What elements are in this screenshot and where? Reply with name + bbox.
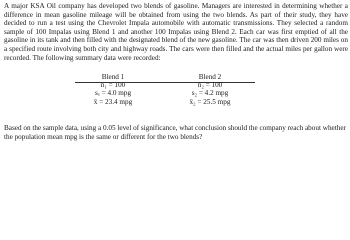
blend1-sample-size: n₁ = 100 — [100, 81, 126, 90]
blend2-column — [176, 73, 244, 106]
problem-intro: A major KSA Oil company has developed two blends of gasoline. Managers are interested in determining whether a difference in mean gasoline mileage will be obtained from using the two blends. As part of their study, they have decided to run a test using the Chevrolet Impala automobile with automatic transmissions. They selected a random sample of 100 Impalas using Blend 1 and another 100 Impalas using Blend 2. Each car was first emptied of all the gasoline in its tank and then filled with the designated blend of the new gasoline. The car was then driven 200 miles on a specified route involving both city and highway roads. The cars were then filled and the actual miles per gallon were recorded. The following summary data were recorded: — [4, 2, 348, 62]
blend2-sample-size: n₂ = 100 — [197, 81, 223, 90]
blend1-column — [79, 73, 147, 106]
blend1-header: Blend 1 — [101, 73, 125, 81]
blend2-std-dev: s₂ = 4.2 mpg — [191, 89, 229, 98]
blend2-mean: x̄₂ = 25.5 mpg — [189, 97, 231, 106]
blend1-mean: x̄ = 23.4 mpg — [93, 97, 133, 106]
problem-question: Based on the sample data, using a 0.05 level of significance, what conclusion should the company reach about whether the population mean mpg is the same or different for the two blends? — [4, 124, 346, 141]
blend1-std-dev: sₓ = 4.0 mpg — [94, 89, 132, 98]
blend2-header: Blend 2 — [198, 73, 222, 81]
